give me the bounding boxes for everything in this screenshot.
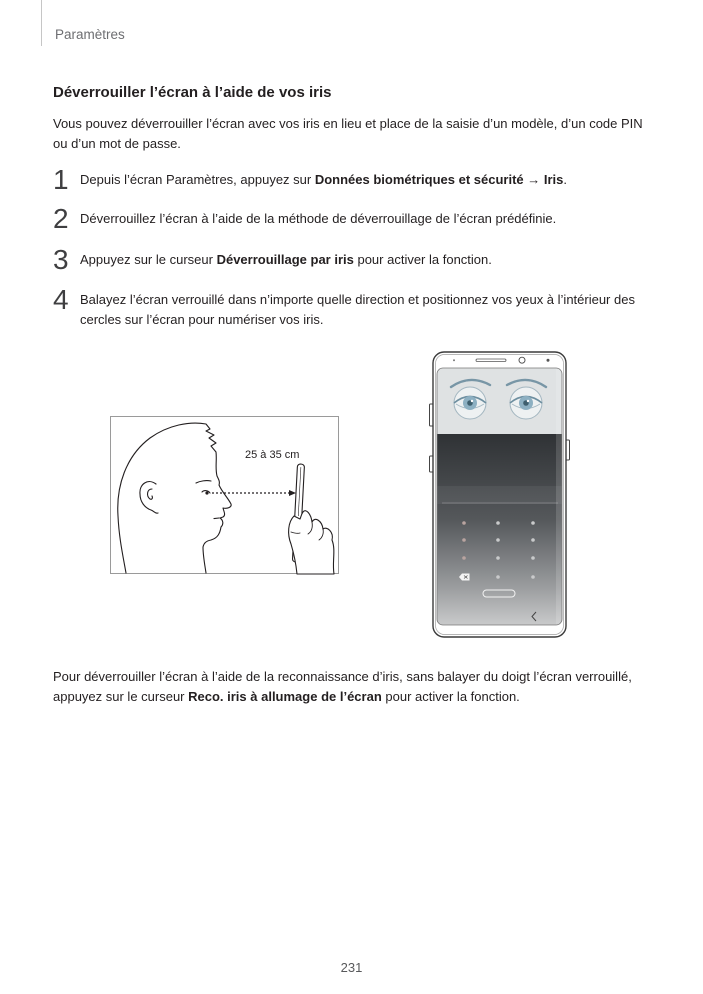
keypad-key — [496, 521, 500, 525]
menu-item-biometrics-security: Données biométriques et sécurité — [314, 172, 524, 187]
note-text-start: appuyez sur le curseur — [53, 689, 189, 704]
curved-edge-highlight — [556, 368, 562, 625]
step-1-number: 1 — [53, 164, 69, 195]
step-4-text-part: cercles sur l’écran pour numériser vos iris. — [80, 312, 324, 327]
step-2-text-content: Déverrouillez l’écran à l’aide de la méthode de déverrouillage de l’écran prédéfinie. — [80, 211, 557, 226]
step-4-text-line-2 — [80, 310, 323, 330]
keypad-key — [531, 521, 535, 525]
distance-label: 25 à 35 cm — [245, 449, 300, 461]
menu-path-arrow: → — [523, 172, 544, 187]
page-number: 231 — [340, 960, 363, 975]
pin-field-band — [437, 486, 562, 504]
intro-line-1: Vous pouvez déverrouiller l’écran avec vos iris en lieu et place de la saisie d’un modèle, d’un code PIN — [53, 116, 643, 131]
keypad-key — [462, 556, 466, 560]
note-text-part: Pour déverrouiller l’écran à l’aide de la reconnaissance d’iris, sans balayer du doigt l’écran verrouillé, — [53, 669, 632, 684]
header-rule — [41, 0, 42, 46]
front-camera — [519, 357, 525, 363]
step-1-text — [80, 170, 567, 190]
setting-name-iris-unlock: Déverrouillage par iris — [216, 252, 354, 267]
step-4-text-part: Balayez l’écran verrouillé dans n’importe quelle direction et positionnez vos yeux à l’intérieur des — [80, 292, 635, 307]
lock-screen-overlay — [437, 434, 562, 625]
proximity-sensor — [453, 359, 455, 361]
step-1-text-end: . — [563, 172, 567, 187]
step-3-text — [80, 250, 492, 270]
section-name: Paramètres — [55, 27, 125, 42]
keypad-key — [462, 521, 466, 525]
step-3-number: 3 — [53, 244, 69, 275]
step-3-text-end: pour activer la fonction. — [353, 252, 492, 267]
face-to-phone-distance-illustration — [110, 416, 340, 575]
note-line-2 — [53, 687, 520, 707]
right-eye-highlight — [527, 400, 529, 402]
keypad-key — [496, 538, 500, 542]
keypad-key — [531, 538, 535, 542]
step-2-number: 2 — [53, 203, 69, 234]
step-3-text-start: Appuyez sur le curseur — [80, 252, 217, 267]
keypad-key — [531, 575, 535, 579]
menu-item-iris: Iris — [543, 172, 564, 187]
phone-iris-scan-illustration — [426, 348, 572, 642]
step-4-text-line-1 — [80, 290, 635, 310]
mouth — [214, 518, 219, 519]
iris-scanner — [547, 359, 550, 362]
keypad-key — [531, 556, 535, 560]
note-line-1 — [53, 667, 632, 687]
page-title: Déverrouiller l’écran à l’aide de vos iris — [53, 84, 332, 101]
eye — [205, 491, 208, 494]
step-1-text-start: Depuis l’écran Paramètres, appuyez sur — [80, 172, 315, 187]
note-text-end: pour activer la fonction. — [381, 689, 520, 704]
keypad-key — [496, 575, 500, 579]
left-eye-highlight — [471, 400, 473, 402]
step-4-number: 4 — [53, 284, 69, 315]
setting-name-screen-on-iris-recognition: Reco. iris à allumage de l’écran — [188, 689, 382, 704]
step-2-text — [80, 209, 556, 229]
intro-line-2: ou d’un mot de passe. — [53, 136, 181, 151]
keypad-key — [462, 538, 466, 542]
screen — [437, 368, 562, 625]
keypad-key — [496, 556, 500, 560]
